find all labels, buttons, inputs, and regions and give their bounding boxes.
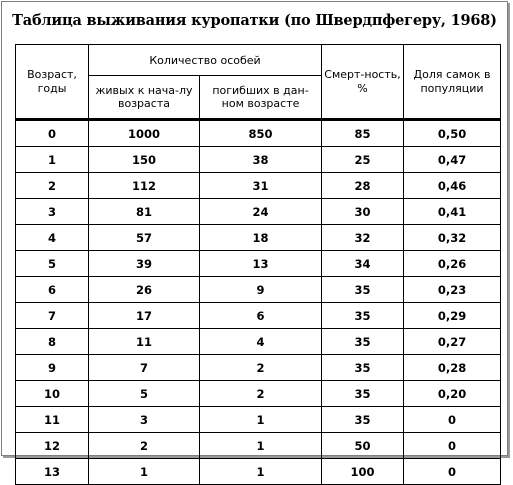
table-row bbox=[16, 381, 501, 407]
cell-mortality: 34 bbox=[322, 251, 404, 277]
cell-female-share: 0 bbox=[404, 459, 501, 485]
cell-mortality: 35 bbox=[322, 381, 404, 407]
cell-alive: 150 bbox=[89, 147, 200, 173]
header-age: Возраст, годы bbox=[16, 45, 89, 120]
cell-alive: 2 bbox=[89, 433, 200, 459]
cell-age: 2 bbox=[16, 173, 89, 199]
cell-alive: 7 bbox=[89, 355, 200, 381]
cell-mortality: 30 bbox=[322, 199, 404, 225]
cell-female-share: 0,28 bbox=[404, 355, 501, 381]
cell-alive: 26 bbox=[89, 277, 200, 303]
cell-mortality: 35 bbox=[322, 303, 404, 329]
cell-female-share: 0,50 bbox=[404, 120, 501, 147]
cell-female-share: 0,41 bbox=[404, 199, 501, 225]
cell-alive: 57 bbox=[89, 225, 200, 251]
cell-age: 8 bbox=[16, 329, 89, 355]
header-alive: живых к нача-лу возраста bbox=[89, 76, 200, 120]
cell-alive: 3 bbox=[89, 407, 200, 433]
cell-age: 7 bbox=[16, 303, 89, 329]
cell-alive: 39 bbox=[89, 251, 200, 277]
cell-dead: 13 bbox=[200, 251, 322, 277]
cell-female-share: 0,47 bbox=[404, 147, 501, 173]
cell-dead: 2 bbox=[200, 381, 322, 407]
table-frame bbox=[1, 1, 508, 479]
cell-dead: 1 bbox=[200, 407, 322, 433]
cell-age: 11 bbox=[16, 407, 89, 433]
table-row bbox=[16, 277, 501, 303]
cell-female-share: 0,26 bbox=[404, 251, 501, 277]
cell-dead: 31 bbox=[200, 173, 322, 199]
cell-age: 9 bbox=[16, 355, 89, 381]
table-row bbox=[16, 251, 501, 277]
cell-female-share: 0 bbox=[404, 433, 501, 459]
cell-age: 0 bbox=[16, 120, 89, 147]
cell-mortality: 50 bbox=[322, 433, 404, 459]
cell-female-share: 0,23 bbox=[404, 277, 501, 303]
cell-mortality: 35 bbox=[322, 355, 404, 381]
table-row bbox=[16, 329, 501, 355]
cell-age: 5 bbox=[16, 251, 89, 277]
table-row bbox=[16, 459, 501, 485]
survival-table bbox=[15, 44, 501, 485]
table-row bbox=[16, 433, 501, 459]
cell-dead: 9 bbox=[200, 277, 322, 303]
cell-mortality: 85 bbox=[322, 120, 404, 147]
table-row bbox=[16, 199, 501, 225]
cell-mortality: 35 bbox=[322, 407, 404, 433]
header-female-share: Доля самок в популяции bbox=[404, 45, 501, 120]
cell-alive: 17 bbox=[89, 303, 200, 329]
cell-female-share: 0 bbox=[404, 407, 501, 433]
cell-age: 10 bbox=[16, 381, 89, 407]
cell-female-share: 0,29 bbox=[404, 303, 501, 329]
cell-alive: 112 bbox=[89, 173, 200, 199]
cell-dead: 850 bbox=[200, 120, 322, 147]
cell-mortality: 25 bbox=[322, 147, 404, 173]
cell-female-share: 0,27 bbox=[404, 329, 501, 355]
cell-age: 12 bbox=[16, 433, 89, 459]
cell-mortality: 100 bbox=[322, 459, 404, 485]
cell-alive: 1000 bbox=[89, 120, 200, 147]
cell-alive: 5 bbox=[89, 381, 200, 407]
cell-dead: 18 bbox=[200, 225, 322, 251]
table-row bbox=[16, 147, 501, 173]
cell-age: 13 bbox=[16, 459, 89, 485]
cell-female-share: 0,20 bbox=[404, 381, 501, 407]
cell-age: 1 bbox=[16, 147, 89, 173]
cell-dead: 1 bbox=[200, 433, 322, 459]
cell-female-share: 0,46 bbox=[404, 173, 501, 199]
cell-dead: 4 bbox=[200, 329, 322, 355]
cell-mortality: 32 bbox=[322, 225, 404, 251]
header-mortality: Смерт-ность, % bbox=[322, 45, 404, 120]
cell-mortality: 35 bbox=[322, 329, 404, 355]
header-count-group: Количество особей bbox=[89, 45, 322, 76]
cell-dead: 6 bbox=[200, 303, 322, 329]
cell-mortality: 35 bbox=[322, 277, 404, 303]
table-row bbox=[16, 303, 501, 329]
table-row bbox=[16, 225, 501, 251]
cell-mortality: 28 bbox=[322, 173, 404, 199]
cell-dead: 24 bbox=[200, 199, 322, 225]
cell-alive: 11 bbox=[89, 329, 200, 355]
cell-age: 4 bbox=[16, 225, 89, 251]
table-row bbox=[16, 120, 501, 147]
page-title: Таблица выживания куропатки (по Швердпфегеру, 1968) bbox=[12, 12, 497, 29]
table-row bbox=[16, 355, 501, 381]
cell-age: 3 bbox=[16, 199, 89, 225]
cell-age: 6 bbox=[16, 277, 89, 303]
table-row bbox=[16, 407, 501, 433]
cell-dead: 38 bbox=[200, 147, 322, 173]
cell-female-share: 0,32 bbox=[404, 225, 501, 251]
header-dead: погибших в дан-ном возрасте bbox=[200, 76, 322, 120]
cell-dead: 2 bbox=[200, 355, 322, 381]
table-row bbox=[16, 173, 501, 199]
cell-alive: 81 bbox=[89, 199, 200, 225]
cell-alive: 1 bbox=[89, 459, 200, 485]
cell-dead: 1 bbox=[200, 459, 322, 485]
